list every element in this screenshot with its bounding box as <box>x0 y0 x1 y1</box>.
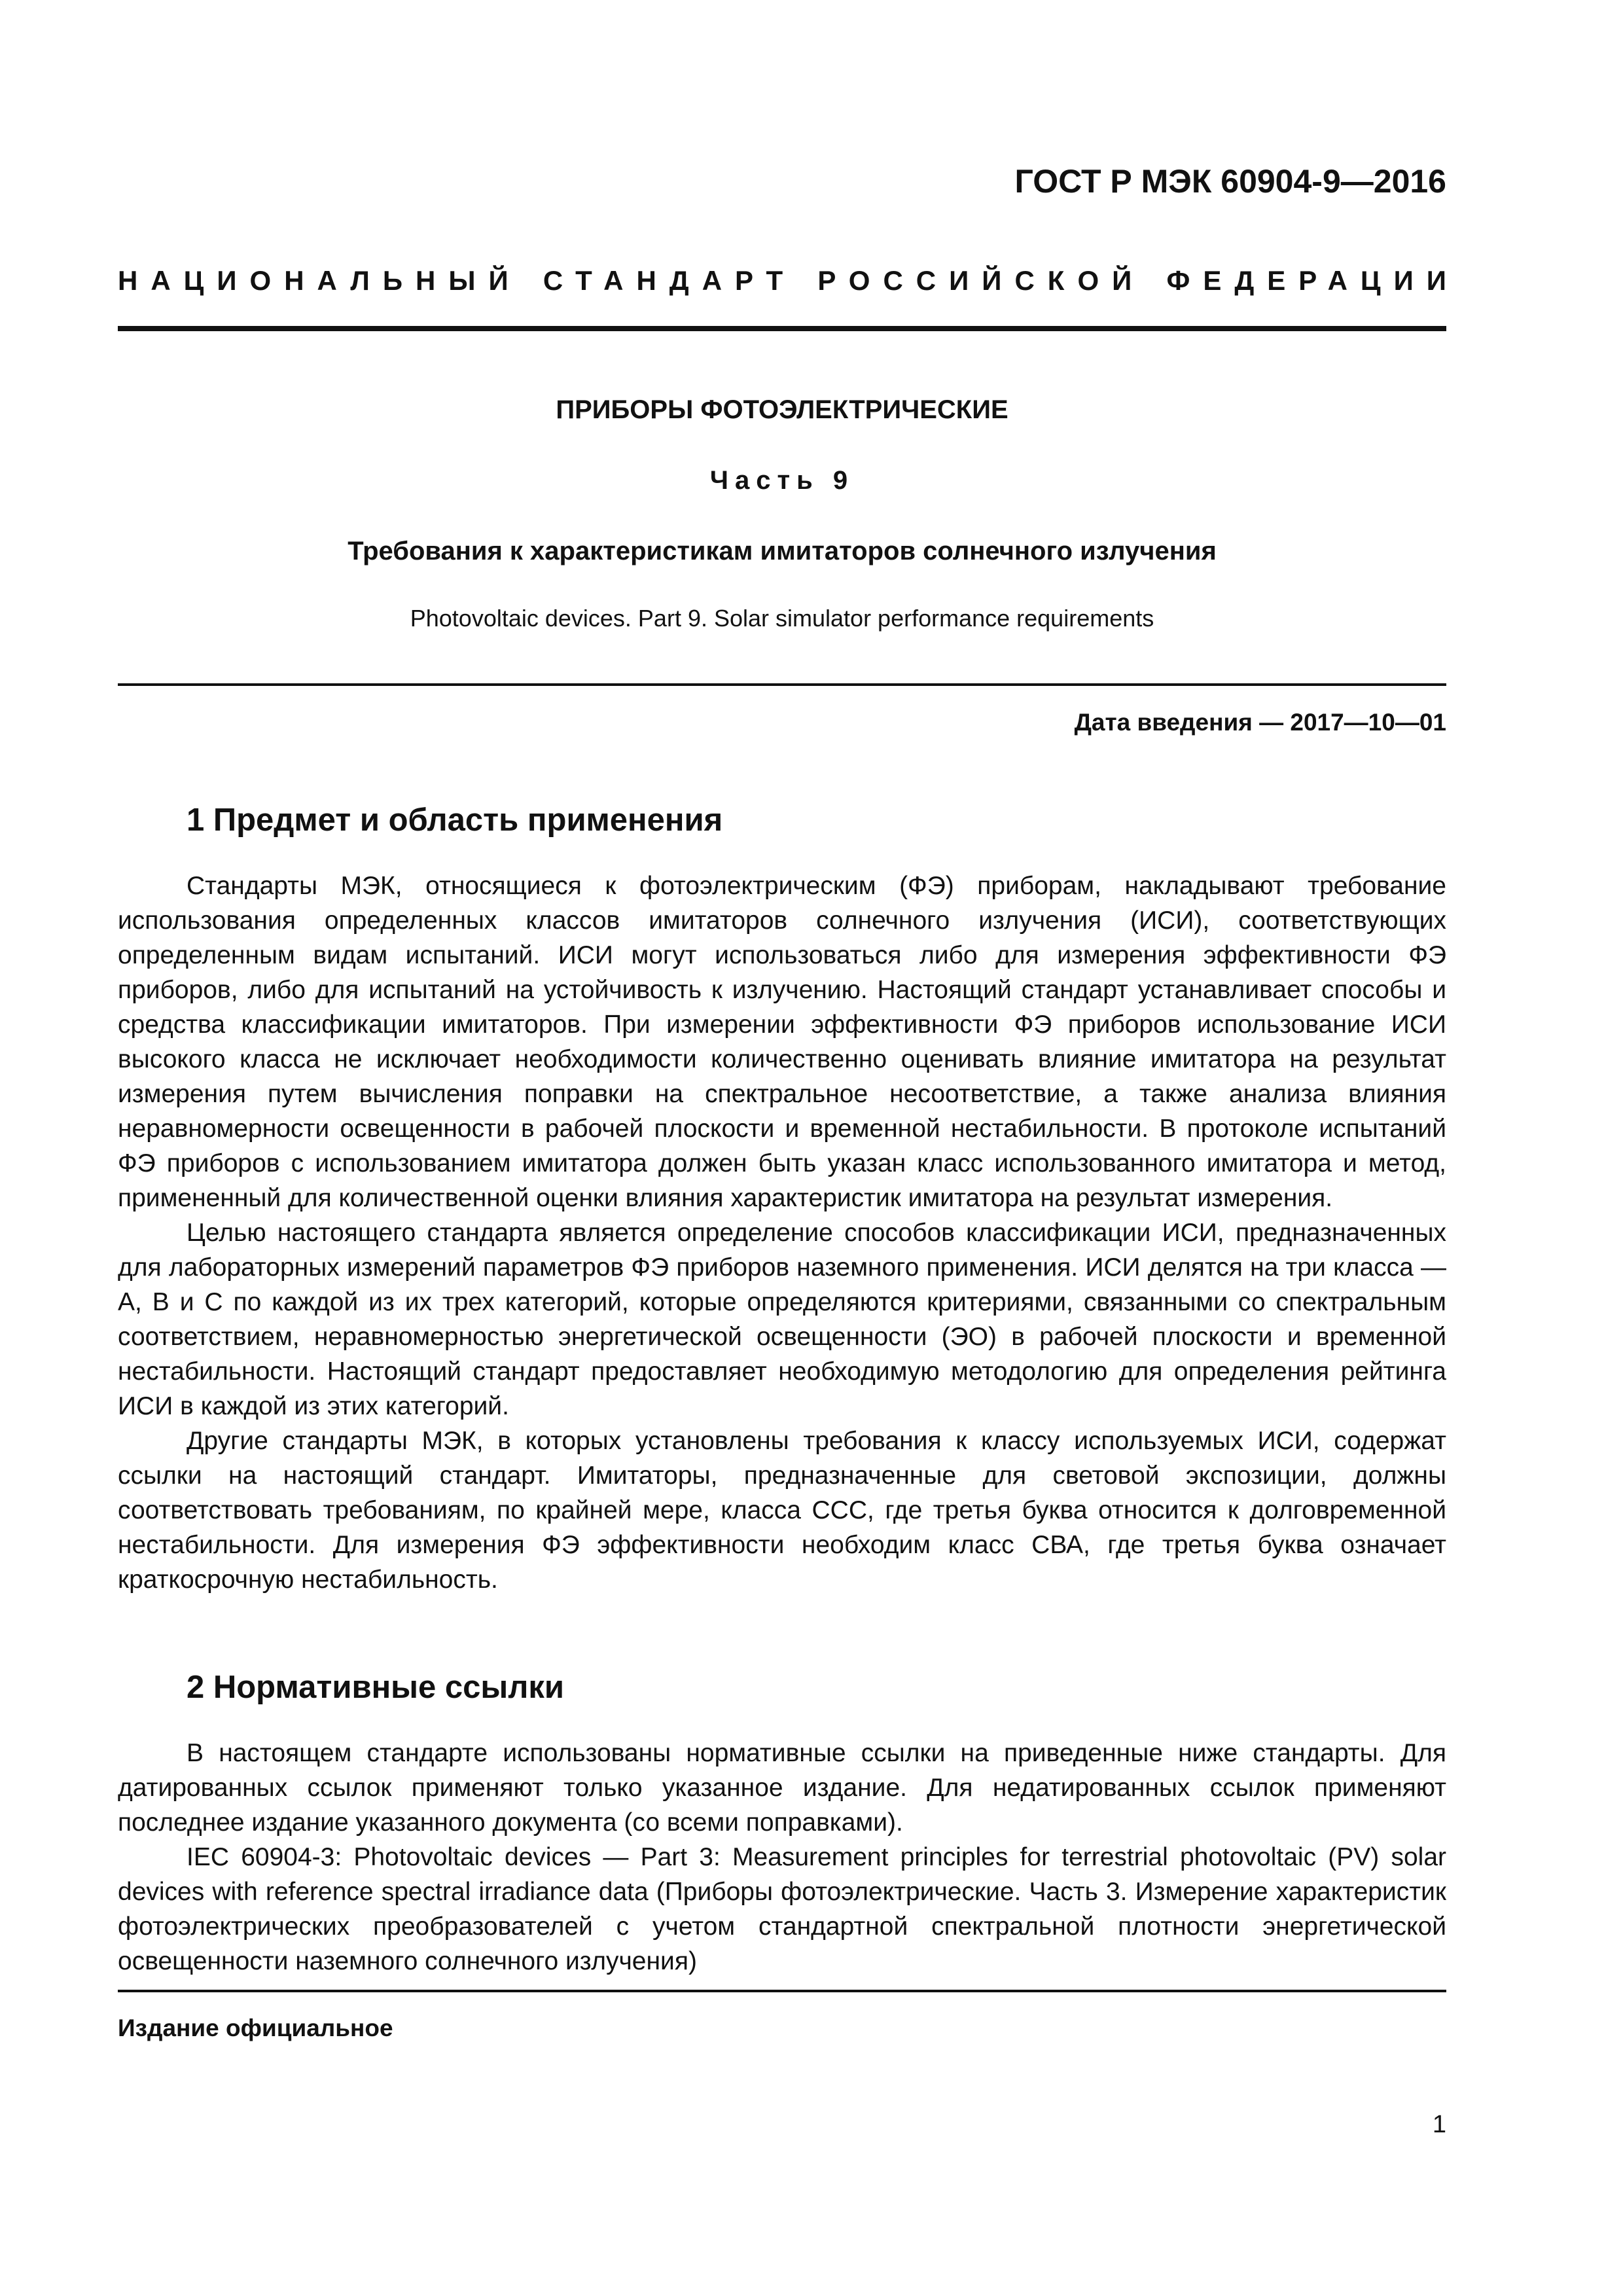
section-1-heading: 1 Предмет и область применения <box>187 802 723 838</box>
document-english-title: Photovoltaic devices. Part 9. Solar simulator performance requirements <box>410 605 1154 632</box>
document-title: ПРИБОРЫ ФОТОЭЛЕКТРИЧЕСКИЕ <box>556 395 1008 424</box>
banner-word: СТАНДАРТ <box>543 265 796 296</box>
paragraph: В настоящем стандарте использованы нормативные ссылки на приведенные ниже стандарты. Для датированных ссылок применяют только указанное издание. Для недатированных ссылок применяют последнее издание указанного документа (со всеми поправками). <box>118 1739 1446 1837</box>
banner-word: РОССИЙСКОЙ <box>817 265 1145 296</box>
paragraph: Целью настоящего стандарта является определение способов классификации ИСИ, предназначенных для лабораторных измерений параметров ФЭ приборов наземного применения. ИСИ делятся на три класса — А, В и С по каждой из их трех категорий, которые определяются критериями, связанными со спектральным соответствием, неравномерностью энергетической освещенности (ЭО) в рабочей плоскости и временной нестабильности. Настоящий стандарт предоставляет необходимую методологию для определения рейтинга ИСИ в каждой из этих категорий. <box>118 1219 1446 1420</box>
title-divider <box>118 683 1446 686</box>
national-standard-banner <box>118 265 1459 296</box>
document-part: Часть 9 <box>709 466 855 495</box>
document-code: ГОСТ Р МЭК 60904-9—2016 <box>1014 163 1446 200</box>
paragraph: IEC 60904-3: Photovoltaic devices — Part 3: Measurement principles for terrestrial photovoltaic (PV) solar devices with reference spectral irradiance data (Приборы фотоэлектрические. Часть 3. Измерение характеристик фотоэлектрических преобразователей с учетом стандартной спектральной плотности энергетической освещенности наземного солнечного излучения) <box>118 1843 1446 1975</box>
document-subtitle: Требования к характеристикам имитаторов солнечного излучения <box>348 537 1217 565</box>
introduction-date: Дата введения — 2017—10—01 <box>1074 709 1446 736</box>
banner-word: НАЦИОНАЛЬНЫЙ <box>118 265 522 296</box>
banner-word: ФЕДЕРАЦИИ <box>1166 265 1459 296</box>
section-1-body <box>118 869 1446 1597</box>
footer-divider <box>118 1990 1446 1992</box>
edition-label: Издание официальное <box>118 2015 393 2041</box>
header-divider <box>118 326 1446 331</box>
section-2-body <box>118 1736 1446 1979</box>
paragraph: Стандарты МЭК, относящиеся к фотоэлектрическим (ФЭ) приборам, накладывают требование использования определенных классов имитаторов солнечного излучения (ИСИ), соответствующих определенным видам испытаний. ИСИ могут использоваться либо для измерения эффективности ФЭ приборов, либо для испытаний на устойчивость к излучению. Настоящий стандарт устанавливает способы и средства классификации имитаторов. При измерении эффективности ФЭ приборов использование ИСИ высокого класса не исключает необходимости количественно оценивать влияние имитатора на результат измерения путем вычисления поправки на спектральное несоответствие, а также анализа влияния неравномерности освещенности в рабочей плоскости и временной нестабильности. В протоколе испытаний ФЭ приборов с использованием имитатора должен быть указан класс использованного имитатора и метод, примененный для количественной оценки влияния характеристик имитатора на результат измерения. <box>118 872 1446 1212</box>
page-number: 1 <box>1432 2111 1446 2138</box>
paragraph: Другие стандарты МЭК, в которых установлены требования к классу используемых ИСИ, содержат ссылки на настоящий стандарт. Имитаторы, предназначенные для световой экспозиции, должны соответствовать требованиям, по крайней мере, класса ССС, где третья буква относится к долговременной нестабильности. Для измерения ФЭ эффективности необходим класс СВА, где третья буква означает краткосрочную нестабильность. <box>118 1427 1446 1594</box>
section-2-heading: 2 Нормативные ссылки <box>187 1670 564 1705</box>
